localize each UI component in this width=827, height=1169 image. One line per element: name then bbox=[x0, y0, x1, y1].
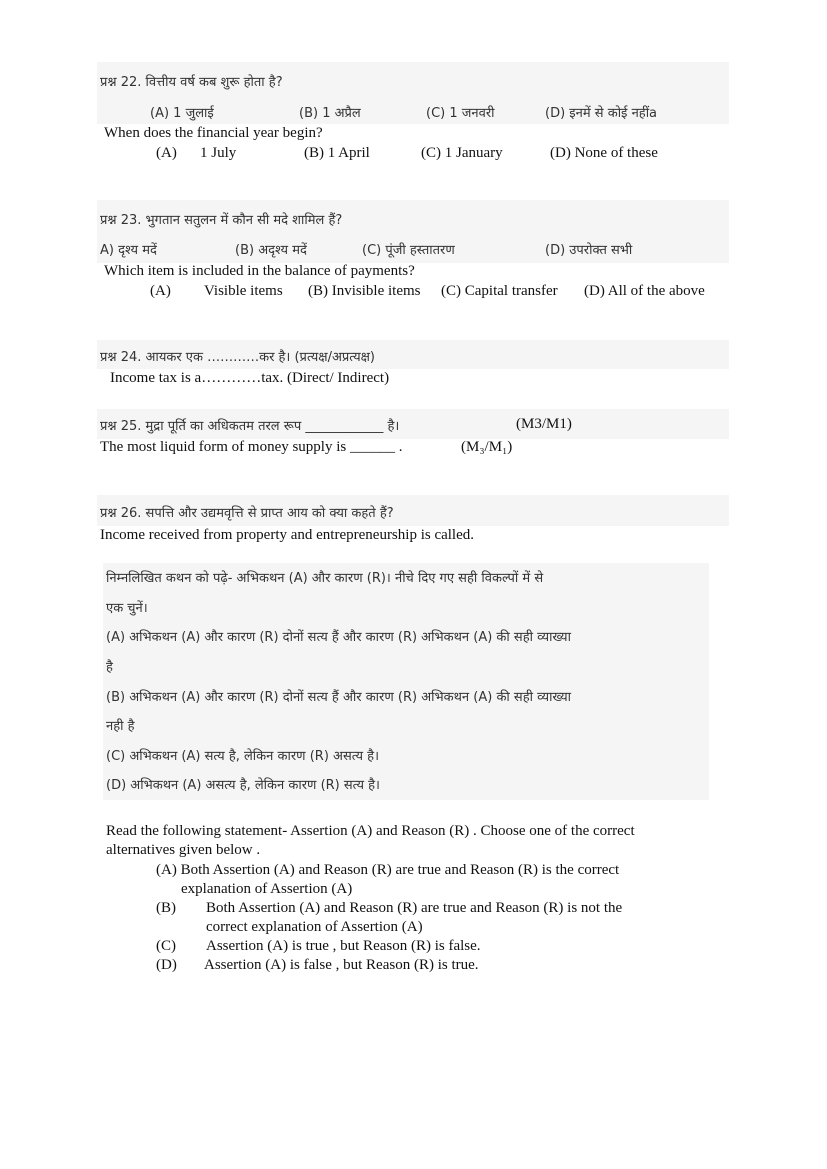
q23-english-option-c: (C) Capital transfer bbox=[441, 283, 558, 299]
q22-english-option-a-label: (A) bbox=[156, 145, 177, 161]
q22-hindi-option-b: (B) 1 अप्रैल bbox=[299, 106, 361, 121]
q23-hindi-option-b: (B) अदृश्य मदें bbox=[235, 243, 307, 258]
ar-english-option-b: Both Assertion (A) and Reason (R) are true and Reason (R) is not the bbox=[206, 900, 623, 916]
q23-english-option-a: Visible items bbox=[204, 283, 283, 299]
q22-english-option-c: (C) 1 January bbox=[421, 145, 503, 161]
q23-hindi-option-a: A) दृश्य मदें bbox=[100, 243, 157, 258]
q25-hindi-tail: (M3/M1) bbox=[516, 416, 572, 432]
ar-english-intro-2: alternatives given below . bbox=[106, 842, 261, 858]
ar-english-option-c: Assertion (A) is true , but Reason (R) is false. bbox=[206, 938, 481, 954]
ar-hindi-option-d: (D) अभिकथन (A) असत्य है, लेकिन कारण (R) सत्य है। bbox=[106, 778, 380, 793]
q25-english-tail: (M₃/M₁) bbox=[461, 439, 513, 455]
ar-english-option-a-cont: explanation of Assertion (A) bbox=[181, 881, 353, 897]
q22-hindi-option-a: (A) 1 जुलाई bbox=[150, 106, 214, 121]
q23-hindi-option-c: (C) पूंजी हस्तातरण bbox=[362, 243, 455, 258]
q22-hindi-question: प्रश्न 22. वित्तीय वर्ष कब शुरू होता है? bbox=[100, 75, 283, 90]
q22-hindi-option-d: (D) इनमें से कोई नहींa bbox=[545, 106, 658, 121]
assertion-reason-hindi-box bbox=[103, 563, 709, 800]
q23-english-question: Which item is included in the balance of payments? bbox=[104, 263, 415, 279]
q22-english-question: When does the financial year begin? bbox=[104, 125, 323, 141]
ar-english-option-d: Assertion (A) is false , but Reason (R) is true. bbox=[204, 957, 479, 973]
q22-hindi-option-c: (C) 1 जनवरी bbox=[426, 106, 495, 121]
q24-english-question: Income tax is a…………tax. (Direct/ Indirect) bbox=[110, 370, 390, 386]
ar-english-option-a: (A) Both Assertion (A) and Reason (R) are true and Reason (R) is the correct bbox=[156, 862, 620, 878]
ar-english-option-d-label: (D) bbox=[156, 957, 177, 973]
ar-hindi-option-b-cont: नही है bbox=[106, 719, 135, 734]
q24-hindi-question: प्रश्न 24. आयकर एक …………कर है। (प्रत्यक्ष/अप्रत्यक्ष) bbox=[100, 350, 375, 365]
q26-english-question: Income received from property and entrepreneurship is called. bbox=[100, 527, 475, 543]
ar-english-option-b-label: (B) bbox=[156, 900, 176, 916]
ar-english-option-b-cont: correct explanation of Assertion (A) bbox=[206, 919, 423, 935]
ar-hindi-option-c: (C) अभिकथन (A) सत्य है, लेकिन कारण (R) असत्य है। bbox=[106, 749, 380, 764]
q23-english-option-d: (D) All of the above bbox=[584, 283, 705, 299]
ar-hindi-option-b: (B) अभिकथन (A) और कारण (R) दोनों सत्य हैं और कारण (R) अभिकथन (A) की सही व्याख्या bbox=[106, 690, 571, 705]
ar-english-intro-1: Read the following statement- Assertion (A) and Reason (R) . Choose one of the correct bbox=[106, 823, 635, 839]
q25-english-question: The most liquid form of money supply is ______ . bbox=[100, 439, 403, 455]
ar-hindi-option-a-cont: है bbox=[106, 660, 113, 675]
q22-english-option-d: (D) None of these bbox=[550, 145, 658, 161]
ar-english-option-c-label: (C) bbox=[156, 938, 176, 954]
ar-hindi-line-2: एक चुनें। bbox=[106, 601, 148, 616]
q22-english-option-a: 1 July bbox=[200, 145, 237, 161]
q26-hindi-question: प्रश्न 26. सपत्ति और उद्यमवृत्ति से प्राप्त आय को क्या कहते हैं? bbox=[100, 506, 394, 521]
q23-english-option-a-label: (A) bbox=[150, 283, 171, 299]
q23-english-option-b: (B) Invisible items bbox=[308, 283, 421, 299]
q22-english-option-b: (B) 1 April bbox=[304, 145, 370, 161]
q23-hindi-option-d: (D) उपरोक्त सभी bbox=[545, 243, 633, 258]
q25-hindi-question: प्रश्न 25. मुद्रा पूर्ति का अधिकतम तरल रूप ____________ है। bbox=[100, 419, 400, 434]
ar-hindi-line-1: निम्नलिखित कथन को पढ़े- अभिकथन (A) और कारण (R)। नीचे दिए गए सही विकल्पों में से bbox=[106, 571, 544, 586]
ar-hindi-option-a: (A) अभिकथन (A) और कारण (R) दोनों सत्य हैं और कारण (R) अभिकथन (A) की सही व्याख्या bbox=[106, 630, 571, 645]
q23-hindi-question: प्रश्न 23. भुगतान सतुलन में कौन सी मदे शामिल हैं? bbox=[100, 213, 343, 228]
